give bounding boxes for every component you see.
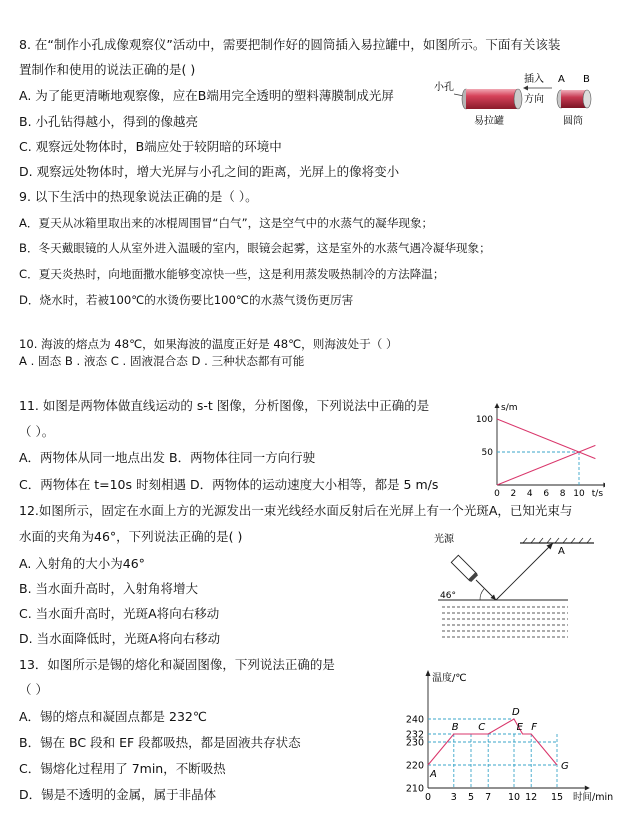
q12-label-source: 光源 [434,534,454,545]
tin-point-B: B [451,722,459,733]
st-y-tick-50: 50 [481,448,493,458]
tin-x-tick-15: 15 [550,792,564,803]
tin-y-tick-210: 210 [405,783,424,795]
st-x-tick-3: 6 [543,489,550,499]
q11-option-cd: C．两物体在 t=10s 时刻相遇 D．两物体的运动速度大小相等，都是 5 m/s [19,477,439,492]
tin-series-line [428,719,557,765]
st-y-label: s/m [501,403,518,413]
tin-point-D: D [512,707,520,718]
st-x-tick-2: 4 [526,489,533,499]
tin-x-tick-0: 0 [424,792,432,803]
q8-label-direction: 方向 [524,94,544,105]
q10-stem: 10. 海波的熔点为 48℃，如果海波的温度正好是 48℃，则海波处于（ ） [19,337,398,351]
q12-stem-line2: 水面的夹角为46°，下列说法正确的是( ) [19,529,243,544]
q9-stem: 9. 以下生活中的热现象说法正确的是（ ）。 [19,189,258,204]
tin-y-tick-230: 230 [405,737,424,749]
q8-label-can: 易拉罐 [474,116,504,127]
tin-y-arrow [426,670,431,676]
q12-option-b: B. 当水面升高时，入射角将增大 [19,581,199,596]
st-series-line-1 [497,419,595,459]
reflected-ray [496,543,553,600]
q8-option-c: C. 观察远处物体时，B端应处于较阴暗的环境中 [19,139,282,154]
tin-point-F: F [531,722,537,733]
q12-option-a: A. 入射角的大小为46° [19,556,145,571]
q9-option-c: C．夏天炎热时，向地面撒水能够变凉快一些，这是利用蒸发吸热制冷的方法降温； [19,267,445,281]
st-x-arrow [603,483,605,488]
q8-option-a: A. 为了能更清晰地观察像，应在B端用完全透明的塑料薄膜制成光屏 [19,88,394,103]
st-x-tick-5: 10 [573,489,585,499]
q9-option-d: D．烧水时，若被100℃的水烫伤要比100℃的水蒸气烫伤更厉害 [19,293,354,307]
tin-x-label: 时间/min [573,792,614,803]
st-x-tick-1: 2 [510,489,517,499]
q12-stem-line1: 12.如图所示，固定在水面上方的光源发出一束光线经水面反射后在光屏上有一个光斑A，已知光束与 [19,503,573,518]
q8-label-insert: 插入 [524,74,544,85]
st-y-arrow [495,403,500,408]
light-source-shape [451,555,478,582]
q8-stem-line1: 8. 在“制作小孔成像观察仪”活动中，需要把制作好的圆筒插入易拉罐中，如图所示。下面有关该装 [19,37,561,52]
tin-y-tick-232: 232 [405,729,424,741]
tin-y-label: 温度/℃ [432,673,467,684]
q13-option-b: B．锡在 BC 段和 EF 段都吸热，都是固液共存状态 [19,735,301,750]
st-chart [445,398,605,502]
q12-option-d: D. 当水面降低时，光斑A将向右移动 [19,631,221,646]
q11-stem-line1: 11. 如图是两物体做直线运动的 s-t 图像，分析图像，下列说法中正确的是 [19,398,430,413]
q8-label-a: A [558,74,565,85]
tin-point-G: G [561,761,569,772]
tin-x-arrow [585,786,590,791]
q13-option-d: D．锡是不透明的金属，属于非晶体 [19,787,217,802]
tin-x-tick-12: 12 [525,792,538,803]
tin-point-C: C [478,722,486,733]
st-x-tick-0: 0 [494,489,500,499]
st-x-tick-6: t/s [591,489,604,499]
tin-x-tick-5: 5 [467,792,475,803]
q12-label-angle: 46° [440,591,456,601]
q11-option-ab: A．两物体从同一地点出发 B．两物体往同一方向行驶 [19,450,316,465]
q13-stem-line2: （ ） [19,682,48,697]
st-y-tick-100: 100 [475,415,493,425]
q13-option-a: A．锡的熔点和凝固点都是 232℃ [19,709,207,724]
st-x-tick-4: 8 [559,489,566,499]
q8-can-shape [466,89,518,109]
tin-y-tick-240: 240 [405,714,424,726]
q12-option-c: C. 当水面升高时，光斑A将向右移动 [19,606,220,621]
q9-option-b: B．冬天戴眼镜的人从室外进入温暖的室内，眼镜会起雾，这是室外的水蒸气遇冷凝华现象； [19,241,491,255]
q13-stem-line1: 13．如图所示是锡的熔化和凝固图像，下列说法正确的是 [19,657,335,672]
tin-point-E: E [516,722,523,733]
q8-label-hole: 小孔 [434,82,454,93]
tin-point-A: A [430,769,437,780]
q8-pinhole-figure [432,72,612,130]
tin-chart [392,664,622,806]
tin-x-tick-3: 3 [450,792,457,803]
q8-label-tube: 圆筒 [563,116,583,127]
tin-x-tick-10: 10 [507,792,521,803]
q10-options: A . 固态 B . 液态 C . 固液混合态 D . 三种状态都有可能 [19,354,305,368]
tin-x-tick-7: 7 [485,792,492,803]
q9-option-a: A．夏天从冰箱里取出来的冰棍周围冒“白气”，这是空气中的水蒸气的凝华现象； [19,216,434,230]
q8-option-b: B. 小孔钻得越小，得到的像越亮 [19,114,199,129]
q8-stem-line2: 置制作和使用的说法正确的是( ) [19,62,196,77]
water-body [442,607,568,637]
q12-reflection-figure [428,528,598,643]
q13-option-c: C．锡熔化过程用了 7min，不断吸热 [19,761,226,776]
q11-stem-line2: （ ）。 [19,424,55,439]
q12-label-spot: A [558,546,565,557]
st-series-line-2 [497,445,595,485]
q8-option-d: D. 观察远处物体时，增大光屏与小孔之间的距离，光屏上的像将变小 [19,164,400,179]
q8-label-b: B [583,74,590,85]
tin-y-tick-220: 220 [405,760,424,772]
